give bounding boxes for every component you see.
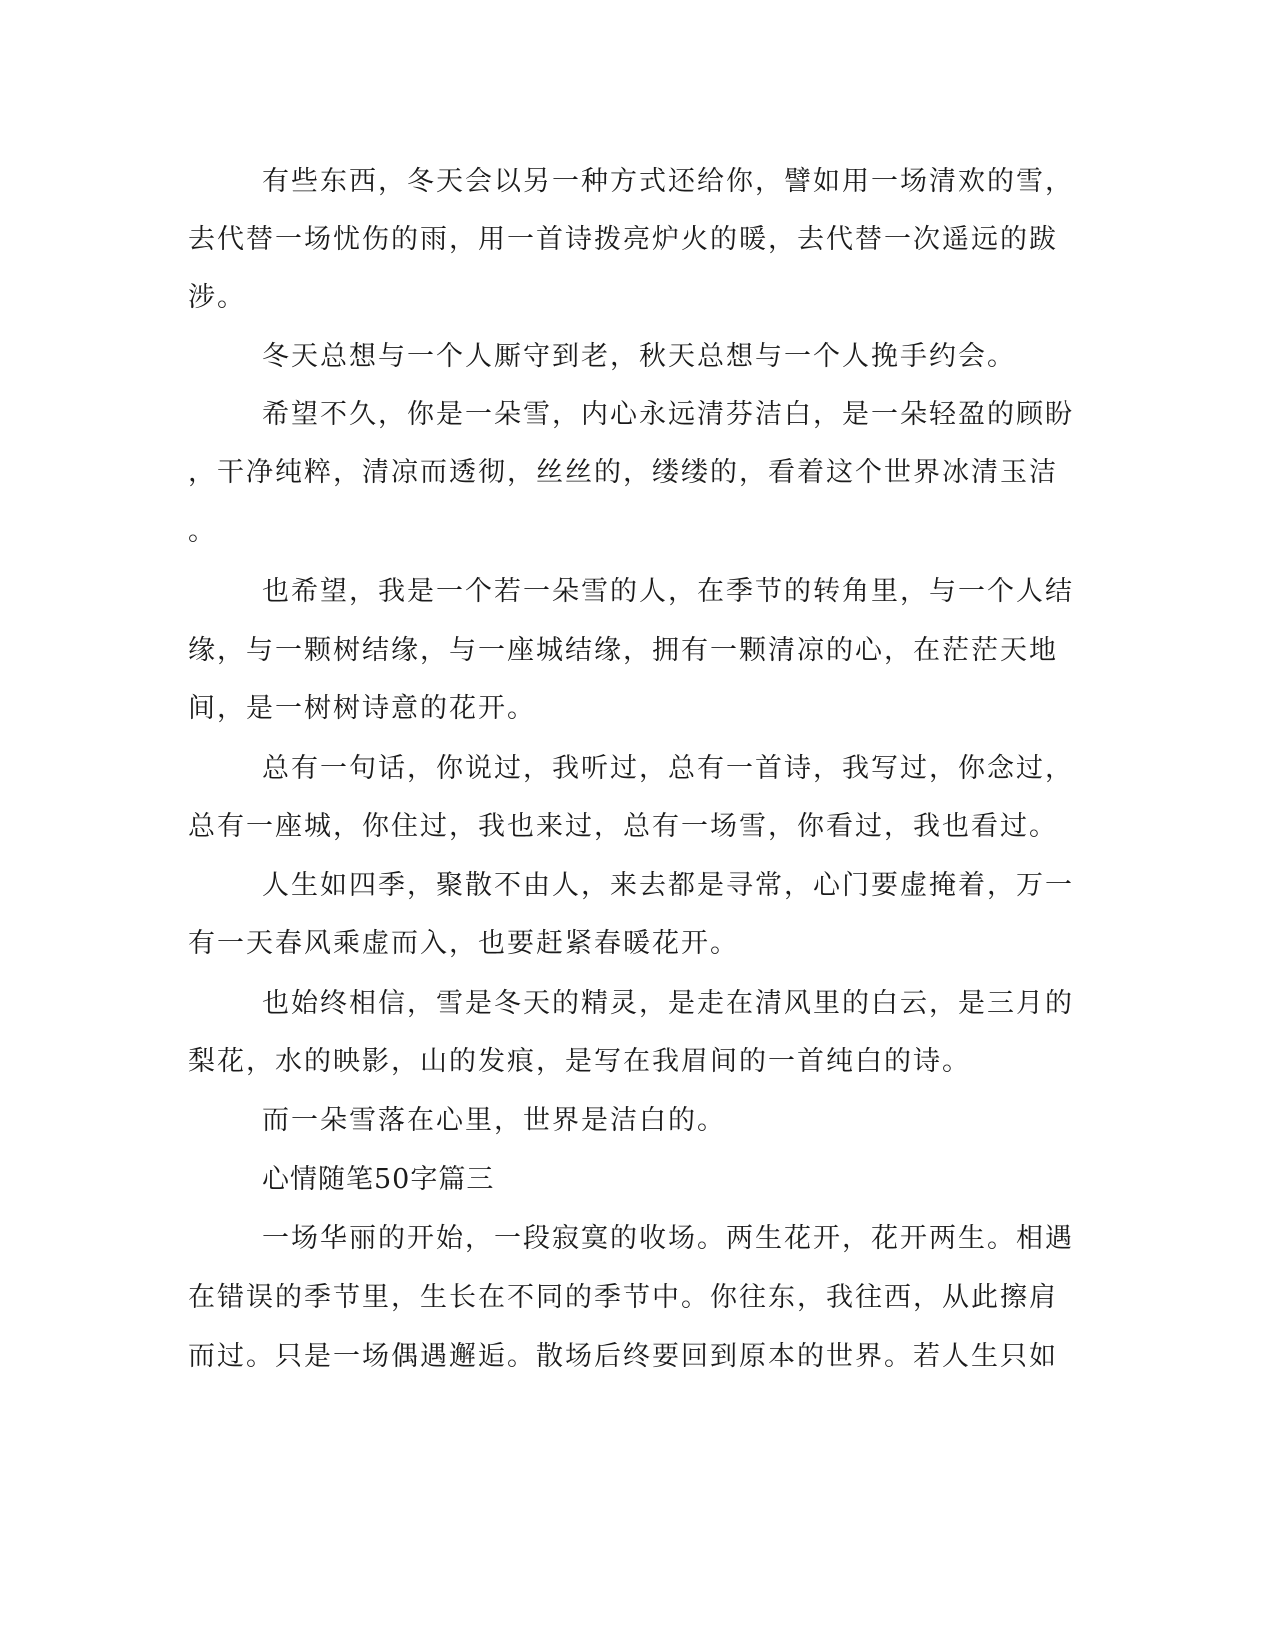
paragraph-line: 总有一句话，你说过，我听过，总有一首诗，我写过，你念过，: [262, 753, 1074, 784]
paragraph-line: 缘，与一颗树结缘，与一座城结缘，拥有一颗清凉的心，在茫茫天地: [188, 635, 1058, 666]
paragraph-line: 。: [188, 516, 217, 547]
paragraph-line: 一场华丽的开始，一段寂寞的收场。两生花开，花开两生。相遇: [262, 1223, 1074, 1254]
paragraph-line: 而一朵雪落在心里，世界是洁白的。: [262, 1105, 726, 1136]
paragraph-line: 梨花，水的映影，山的发痕，是写在我眉间的一首纯白的诗。: [188, 1046, 971, 1077]
section-heading: 心情随笔50字篇三: [262, 1164, 495, 1195]
paragraph-line: 总有一座城，你住过，我也来过，总有一场雪，你看过，我也看过。: [188, 811, 1058, 842]
paragraph-line: 希望不久，你是一朵雪，内心永远清芬洁白，是一朵轻盈的顾盼: [262, 399, 1074, 430]
paragraph-line: 间，是一树树诗意的花开。: [188, 693, 536, 724]
paragraph-line: 涉。: [188, 282, 246, 313]
paragraph-line: 也始终相信，雪是冬天的精灵，是走在清风里的白云，是三月的: [262, 988, 1074, 1019]
paragraph-line: 在错误的季节里，生长在不同的季节中。你往东，我往西，从此擦肩: [188, 1282, 1058, 1313]
paragraph-line: 有一天春风乘虚而入，也要赶紧春暖花开。: [188, 928, 739, 959]
paragraph-line: 人生如四季，聚散不由人，来去都是寻常，心门要虚掩着，万一: [262, 870, 1074, 901]
paragraph-line: 去代替一场忧伤的雨，用一首诗拨亮炉火的暖，去代替一次遥远的跋: [188, 224, 1058, 255]
paragraph-line: 有些东西，冬天会以另一种方式还给你，譬如用一场清欢的雪，: [262, 166, 1074, 197]
paragraph-line: 而过。只是一场偶遇邂逅。散场后终要回到原本的世界。若人生只如: [188, 1341, 1058, 1372]
paragraph-line: 也希望，我是一个若一朵雪的人，在季节的转角里，与一个人结: [262, 576, 1074, 607]
paragraph-line: 冬天总想与一个人厮守到老，秋天总想与一个人挽手约会。: [262, 341, 1016, 372]
paragraph-line: ，干净纯粹，清凉而透彻，丝丝的，缕缕的，看着这个世界冰清玉洁: [188, 457, 1058, 488]
